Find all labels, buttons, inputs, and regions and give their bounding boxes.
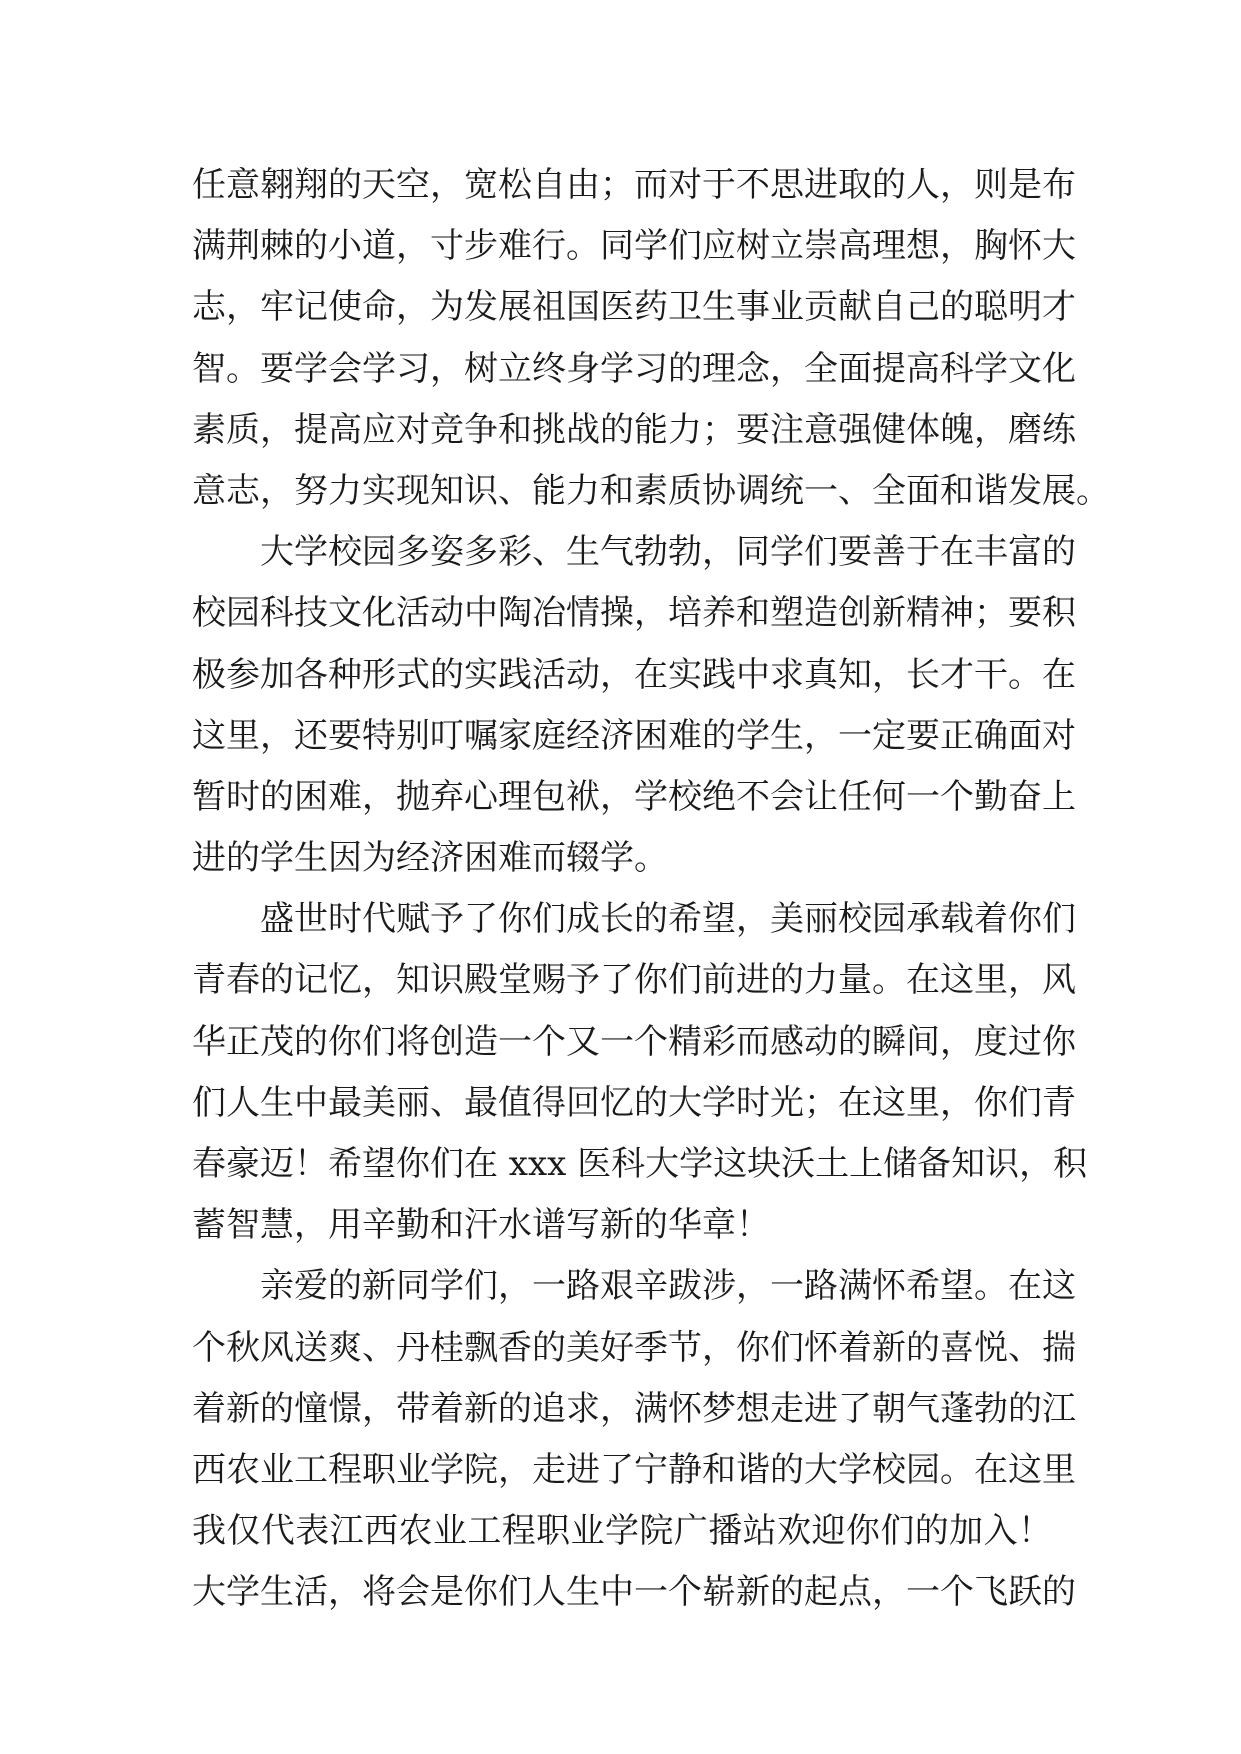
text-line: 这里，还要特别叮嘱家庭经济困难的学生，一定要正确面对 <box>192 715 1076 756</box>
paragraph-2 <box>192 522 1076 889</box>
paragraph-1 <box>192 155 1110 522</box>
text-line: 盛世时代赋予了你们成长的希望，美丽校园承载着你们 <box>260 899 1076 940</box>
text-line: 个秋风送爽、丹桂飘香的美好季节，你们怀着新的喜悦、揣 <box>192 1327 1076 1368</box>
text-line: 着新的憧憬，带着新的追求，满怀梦想走进了朝气蓬勃的江 <box>192 1388 1076 1429</box>
text-line: 意志，努力实现知识、能力和素质协调统一、全面和谐发展。 <box>192 470 1110 511</box>
text-line: 智。要学会学习，树立终身学习的理念，全面提高科学文化 <box>192 348 1076 389</box>
text-line: 校园科技文化活动中陶冶情操，培养和塑造创新精神；要积 <box>192 593 1076 634</box>
document-body <box>192 155 1110 1624</box>
paragraph-3 <box>192 889 1088 1256</box>
text-line: 暂时的困难，抛弃心理包袱，学校绝不会让任何一个勤奋上 <box>192 776 1076 817</box>
text-line: 们人生中最美丽、最值得回忆的大学时光；在这里，你们青 <box>192 1082 1076 1123</box>
text-line: 极参加各种形式的实践活动，在实践中求真知，长才干。在 <box>192 654 1076 695</box>
text-line: 任意翱翔的天空，宽松自由；而对于不思进取的人，则是布 <box>192 165 1076 205</box>
text-line: 我仅代表江西农业工程职业学院广播站欢迎你们的加入！ <box>192 1511 1052 1552</box>
text-line: 春豪迈！希望你们在 xxx 医科大学这块沃土上储备知识，积 <box>192 1144 1088 1184</box>
text-line: 西农业工程职业学院，走进了宁静和谐的大学校园。在这里 <box>192 1449 1076 1490</box>
text-line: 满荆棘的小道，寸步难行。同学们应树立崇高理想，胸怀大 <box>192 226 1076 267</box>
text-line: 蓄智慧，用辛勤和汗水谱写新的华章！ <box>192 1205 770 1246</box>
text-line: 大学生活，将会是你们人生中一个崭新的起点，一个飞跃的 <box>192 1572 1076 1613</box>
text-line: 志，牢记使命，为发展祖国医药卫生事业贡献自己的聪明才 <box>192 287 1076 328</box>
text-line: 进的学生因为经济困难而辍学。 <box>192 838 668 879</box>
text-line: 青春的记忆，知识殿堂赐予了你们前进的力量。在这里，风 <box>192 960 1076 1001</box>
text-line: 华正茂的你们将创造一个又一个精彩而感动的瞬间，度过你 <box>192 1021 1076 1062</box>
text-line: 素质，提高应对竞争和挑战的能力；要注意强健体魄，磨练 <box>192 409 1076 450</box>
paragraph-4 <box>192 1256 1076 1623</box>
text-line: 大学校园多姿多彩、生气勃勃，同学们要善于在丰富的 <box>260 532 1076 573</box>
text-line: 亲爱的新同学们，一路艰辛跋涉，一路满怀希望。在这 <box>260 1266 1076 1307</box>
